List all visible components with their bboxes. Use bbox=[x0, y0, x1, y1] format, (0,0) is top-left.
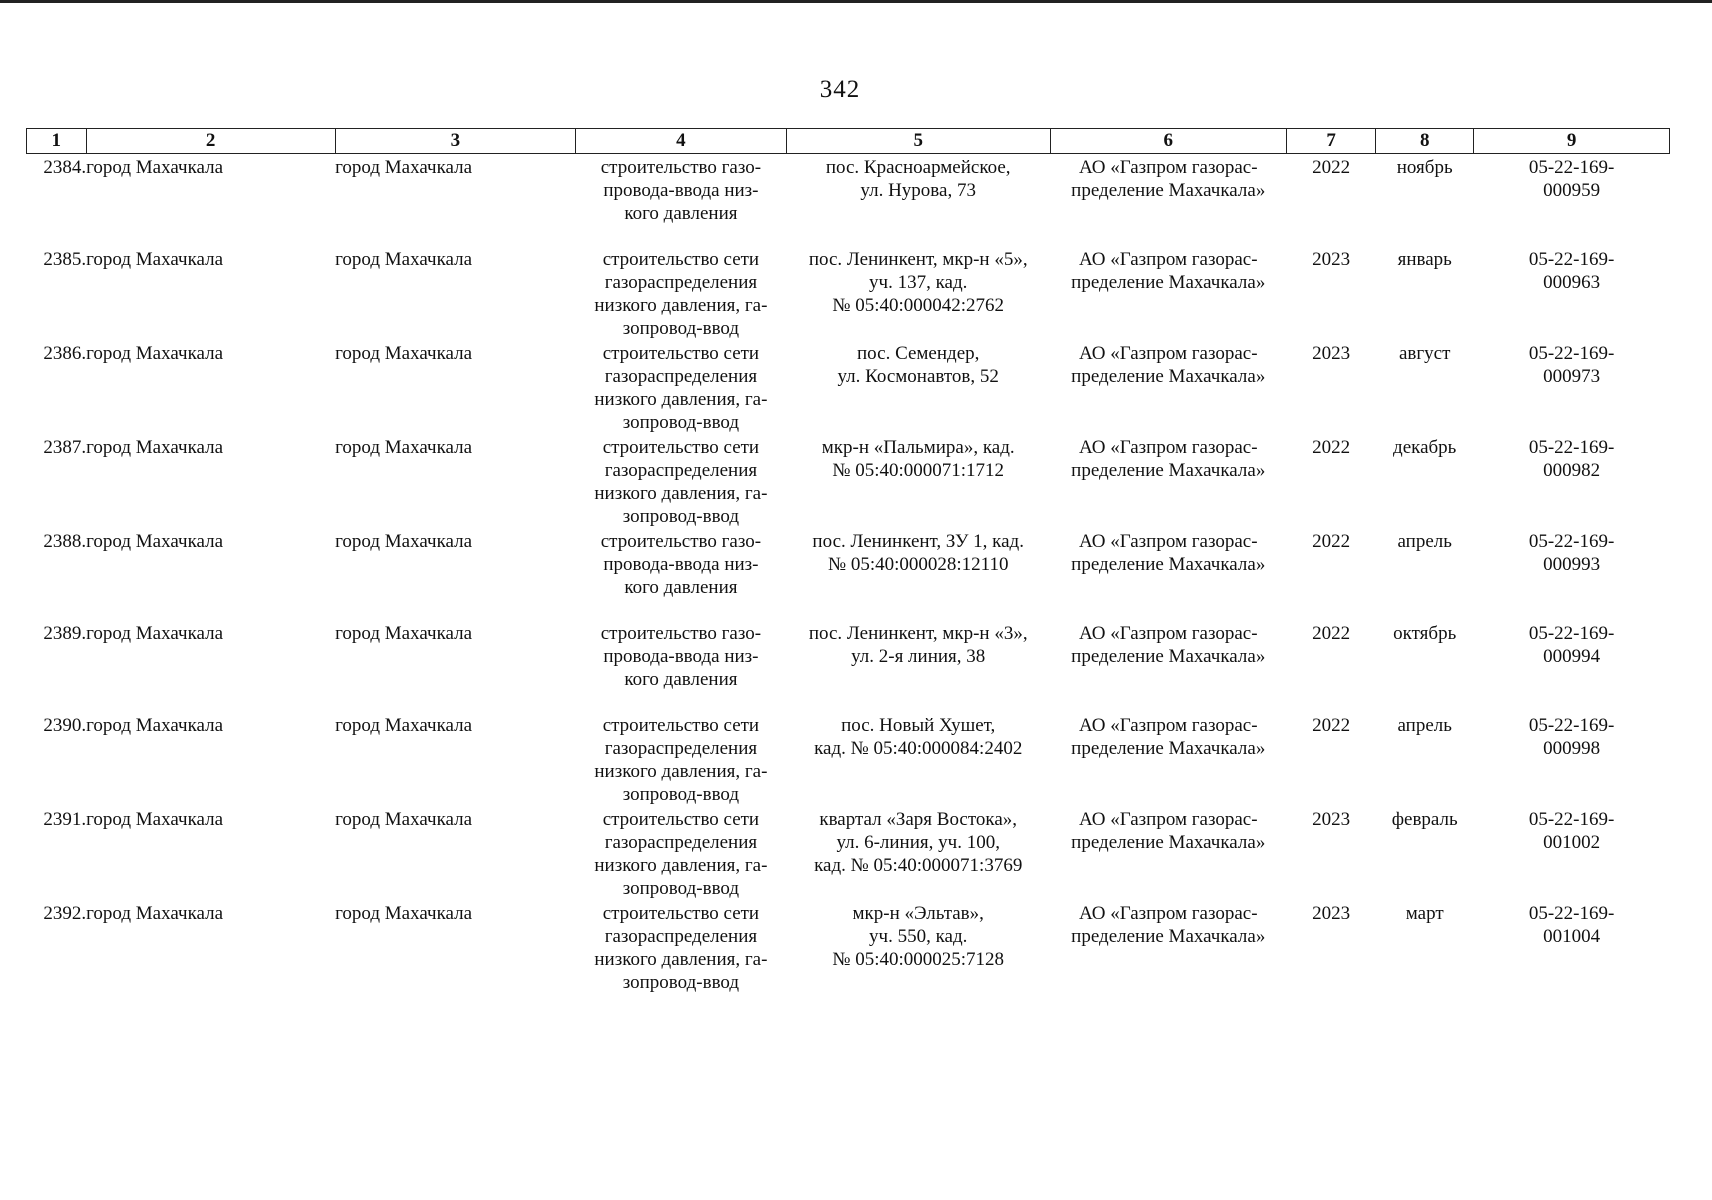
district-cell bbox=[86, 154, 335, 247]
settlement-cell-text: город Махачкала bbox=[335, 531, 473, 552]
settlement-cell-text: город Махачкала bbox=[335, 437, 473, 458]
district-cell-text: город Махачкала bbox=[86, 157, 224, 178]
row-number-text: 2392. bbox=[43, 903, 87, 924]
district-cell bbox=[86, 340, 335, 434]
address-cell-text: пос. Ленинкент, ЗУ 1, кад. № 05:40:000028:12110 bbox=[812, 531, 1024, 575]
month-cell-text: ноябрь bbox=[1396, 157, 1453, 178]
registry-code-cell bbox=[1474, 340, 1670, 434]
organization-cell bbox=[1050, 154, 1286, 247]
district-cell-text: город Махачкала bbox=[86, 249, 224, 270]
row-number-text: 2387. bbox=[43, 437, 87, 458]
year-cell-text: 2023 bbox=[1312, 903, 1351, 924]
row-number bbox=[27, 806, 87, 900]
column-header-4: 4 bbox=[576, 129, 787, 154]
registry-code-cell bbox=[1474, 154, 1670, 247]
organization-cell-text: АО «Газпром газорас- пределение Махачкала» bbox=[1071, 157, 1266, 201]
month-cell-text: апрель bbox=[1397, 715, 1452, 736]
month-cell-text: август bbox=[1398, 343, 1451, 364]
month-cell bbox=[1376, 528, 1474, 620]
work-type-cell-text: строительство газо- провода-ввода низ- кого давления bbox=[600, 157, 762, 224]
registry-code-cell-text: 05-22-169- 000993 bbox=[1528, 531, 1615, 575]
organization-cell-text: АО «Газпром газорас- пределение Махачкала» bbox=[1071, 715, 1266, 759]
year-cell bbox=[1286, 806, 1375, 900]
address-cell-text: квартал «Заря Востока», ул. 6-линия, уч. 100, кад. № 05:40:000071:3769 bbox=[814, 809, 1023, 876]
work-type-cell bbox=[576, 806, 787, 900]
work-type-cell-text: строительство газо- провода-ввода низ- кого давления bbox=[600, 531, 762, 598]
organization-cell bbox=[1050, 712, 1286, 806]
month-cell bbox=[1376, 620, 1474, 712]
address-cell-text: пос. Ленинкент, мкр-н «5», уч. 137, кад. № 05:40:000042:2762 bbox=[808, 249, 1028, 316]
work-type-cell-text: строительство газо- провода-ввода низ- кого давления bbox=[600, 623, 762, 690]
registry-code-cell-text: 05-22-169- 000963 bbox=[1528, 249, 1615, 293]
address-cell-text: пос. Ленинкент, мкр-н «3», ул. 2-я линия, 38 bbox=[808, 623, 1028, 667]
address-cell bbox=[786, 712, 1050, 806]
settlement-cell-text: город Махачкала bbox=[335, 343, 473, 364]
organization-cell bbox=[1050, 620, 1286, 712]
month-cell bbox=[1376, 340, 1474, 434]
year-cell bbox=[1286, 434, 1375, 528]
organization-cell bbox=[1050, 806, 1286, 900]
work-type-cell bbox=[576, 340, 787, 434]
settlement-cell bbox=[335, 900, 575, 994]
settlement-cell bbox=[335, 434, 575, 528]
settlement-cell-text: город Махачкала bbox=[335, 249, 473, 270]
settlement-cell bbox=[335, 528, 575, 620]
column-header-5: 5 bbox=[786, 129, 1050, 154]
year-cell-text: 2023 bbox=[1312, 809, 1351, 830]
organization-cell-text: АО «Газпром газорас- пределение Махачкала» bbox=[1071, 249, 1266, 293]
settlement-cell-text: город Махачкала bbox=[335, 903, 473, 924]
address-cell bbox=[786, 806, 1050, 900]
district-cell bbox=[86, 806, 335, 900]
work-type-cell bbox=[576, 900, 787, 994]
settlement-cell bbox=[335, 620, 575, 712]
row-number bbox=[27, 528, 87, 620]
work-type-cell-text: строительство сети газораспределения низкого давления, га- зопровод-ввод bbox=[594, 715, 768, 805]
row-number bbox=[27, 900, 87, 994]
organization-cell bbox=[1050, 340, 1286, 434]
address-cell bbox=[786, 434, 1050, 528]
registry-code-cell bbox=[1474, 712, 1670, 806]
registry-code-cell bbox=[1474, 806, 1670, 900]
month-cell-text: февраль bbox=[1391, 809, 1458, 830]
year-cell-text: 2023 bbox=[1312, 343, 1351, 364]
district-cell bbox=[86, 246, 335, 340]
registry-code-cell bbox=[1474, 620, 1670, 712]
organization-cell-text: АО «Газпром газорас- пределение Махачкала» bbox=[1071, 343, 1266, 387]
year-cell bbox=[1286, 154, 1375, 247]
row-number-text: 2389. bbox=[43, 623, 87, 644]
address-cell-text: мкр-н «Пальмира», кад. № 05:40:000071:1712 bbox=[821, 437, 1015, 481]
table-row bbox=[27, 806, 1670, 900]
district-cell bbox=[86, 900, 335, 994]
registry-code-cell bbox=[1474, 528, 1670, 620]
row-number-text: 2385. bbox=[43, 249, 87, 270]
address-cell-text: пос. Семендер, ул. Космонавтов, 52 bbox=[837, 343, 999, 387]
table-body bbox=[27, 154, 1670, 995]
work-type-cell bbox=[576, 154, 787, 247]
year-cell bbox=[1286, 900, 1375, 994]
organization-cell-text: АО «Газпром газорас- пределение Махачкала» bbox=[1071, 809, 1266, 853]
row-number bbox=[27, 154, 87, 247]
settlement-cell bbox=[335, 340, 575, 434]
work-type-cell-text: строительство сети газораспределения низкого давления, га- зопровод-ввод bbox=[594, 249, 768, 339]
settlement-cell bbox=[335, 712, 575, 806]
district-cell-text: город Махачкала bbox=[86, 531, 224, 552]
organization-cell-text: АО «Газпром газорас- пределение Махачкала» bbox=[1071, 903, 1266, 947]
district-cell bbox=[86, 712, 335, 806]
address-cell-text: пос. Новый Хушет, кад. № 05:40:000084:2402 bbox=[814, 715, 1023, 759]
row-number-text: 2384. bbox=[43, 157, 87, 178]
column-header-2: 2 bbox=[86, 129, 335, 154]
year-cell-text: 2022 bbox=[1312, 531, 1351, 552]
work-type-cell-text: строительство сети газораспределения низкого давления, га- зопровод-ввод bbox=[594, 343, 768, 433]
month-cell bbox=[1376, 712, 1474, 806]
settlement-cell-text: город Махачкала bbox=[335, 715, 473, 736]
column-header-8: 8 bbox=[1376, 129, 1474, 154]
district-cell bbox=[86, 620, 335, 712]
district-cell-text: город Махачкала bbox=[86, 343, 224, 364]
table-row bbox=[27, 620, 1670, 712]
table-row bbox=[27, 900, 1670, 994]
row-number bbox=[27, 620, 87, 712]
column-header-1: 1 bbox=[27, 129, 87, 154]
settlement-cell bbox=[335, 806, 575, 900]
work-type-cell bbox=[576, 620, 787, 712]
district-cell-text: город Махачкала bbox=[86, 437, 224, 458]
settlement-cell-text: город Махачкала bbox=[335, 157, 473, 178]
table-row bbox=[27, 154, 1670, 247]
work-type-cell-text: строительство сети газораспределения низкого давления, га- зопровод-ввод bbox=[594, 809, 768, 899]
address-cell bbox=[786, 620, 1050, 712]
address-cell bbox=[786, 528, 1050, 620]
organization-cell bbox=[1050, 900, 1286, 994]
row-number bbox=[27, 246, 87, 340]
registry-code-cell bbox=[1474, 246, 1670, 340]
address-cell bbox=[786, 154, 1050, 247]
row-number bbox=[27, 434, 87, 528]
month-cell bbox=[1376, 806, 1474, 900]
district-cell-text: город Махачкала bbox=[86, 623, 224, 644]
page-number: 342 bbox=[819, 76, 861, 103]
row-number-text: 2391. bbox=[43, 809, 87, 830]
registry-code-cell-text: 05-22-169- 000959 bbox=[1528, 157, 1615, 201]
row-number-text: 2388. bbox=[43, 531, 87, 552]
month-cell bbox=[1376, 154, 1474, 247]
registry-table bbox=[26, 128, 1670, 994]
column-header-9: 9 bbox=[1474, 129, 1670, 154]
month-cell-text: октябрь bbox=[1393, 623, 1457, 644]
month-cell-text: март bbox=[1405, 903, 1444, 924]
year-cell bbox=[1286, 246, 1375, 340]
table-row bbox=[27, 528, 1670, 620]
organization-cell-text: АО «Газпром газорас- пределение Махачкала» bbox=[1071, 437, 1266, 481]
organization-cell bbox=[1050, 246, 1286, 340]
registry-code-cell bbox=[1474, 900, 1670, 994]
column-header-3: 3 bbox=[335, 129, 575, 154]
table-row bbox=[27, 340, 1670, 434]
work-type-cell bbox=[576, 246, 787, 340]
address-cell-text: мкр-н «Эльтав», уч. 550, кад. № 05:40:000025:7128 bbox=[832, 903, 1005, 970]
year-cell bbox=[1286, 712, 1375, 806]
year-cell-text: 2022 bbox=[1312, 623, 1351, 644]
row-number bbox=[27, 340, 87, 434]
address-cell-text: пос. Красноармейское, ул. Нурова, 73 bbox=[825, 157, 1011, 201]
district-cell-text: город Махачкала bbox=[86, 903, 224, 924]
row-number bbox=[27, 712, 87, 806]
registry-code-cell-text: 05-22-169- 001002 bbox=[1528, 809, 1615, 853]
district-cell bbox=[86, 434, 335, 528]
registry-code-cell-text: 05-22-169- 000973 bbox=[1528, 343, 1615, 387]
year-cell-text: 2022 bbox=[1312, 437, 1351, 458]
month-cell-text: апрель bbox=[1397, 531, 1452, 552]
column-header-6: 6 bbox=[1050, 129, 1286, 154]
address-cell bbox=[786, 900, 1050, 994]
address-cell bbox=[786, 340, 1050, 434]
table-row bbox=[27, 712, 1670, 806]
column-header-7: 7 bbox=[1286, 129, 1375, 154]
organization-cell-text: АО «Газпром газорас- пределение Махачкала» bbox=[1071, 531, 1266, 575]
work-type-cell-text: строительство сети газораспределения низкого давления, га- зопровод-ввод bbox=[594, 903, 768, 993]
row-number-text: 2386. bbox=[43, 343, 87, 364]
work-type-cell bbox=[576, 434, 787, 528]
registry-code-cell-text: 05-22-169- 000994 bbox=[1528, 623, 1615, 667]
registry-code-cell-text: 05-22-169- 001004 bbox=[1528, 903, 1615, 947]
year-cell bbox=[1286, 620, 1375, 712]
district-cell bbox=[86, 528, 335, 620]
work-type-cell bbox=[576, 712, 787, 806]
organization-cell bbox=[1050, 528, 1286, 620]
district-cell-text: город Махачкала bbox=[86, 715, 224, 736]
settlement-cell bbox=[335, 246, 575, 340]
registry-code-cell bbox=[1474, 434, 1670, 528]
organization-cell-text: АО «Газпром газорас- пределение Махачкала» bbox=[1071, 623, 1266, 667]
month-cell-text: январь bbox=[1397, 249, 1452, 270]
top-border-line bbox=[0, 0, 1712, 3]
row-number-text: 2390. bbox=[43, 715, 87, 736]
year-cell bbox=[1286, 340, 1375, 434]
month-cell bbox=[1376, 434, 1474, 528]
year-cell bbox=[1286, 528, 1375, 620]
work-type-cell bbox=[576, 528, 787, 620]
year-cell-text: 2023 bbox=[1312, 249, 1351, 270]
organization-cell bbox=[1050, 434, 1286, 528]
header-row bbox=[27, 129, 1670, 154]
registry-code-cell-text: 05-22-169- 000998 bbox=[1528, 715, 1615, 759]
table-row bbox=[27, 246, 1670, 340]
settlement-cell-text: город Махачкала bbox=[335, 809, 473, 830]
work-type-cell-text: строительство сети газораспределения низкого давления, га- зопровод-ввод bbox=[594, 437, 768, 527]
district-cell-text: город Махачкала bbox=[86, 809, 224, 830]
registry-code-cell-text: 05-22-169- 000982 bbox=[1528, 437, 1615, 481]
month-cell bbox=[1376, 900, 1474, 994]
year-cell-text: 2022 bbox=[1312, 715, 1351, 736]
year-cell-text: 2022 bbox=[1312, 157, 1351, 178]
settlement-cell bbox=[335, 154, 575, 247]
month-cell-text: декабрь bbox=[1393, 437, 1457, 458]
month-cell bbox=[1376, 246, 1474, 340]
address-cell bbox=[786, 246, 1050, 340]
settlement-cell-text: город Махачкала bbox=[335, 623, 473, 644]
table-row bbox=[27, 434, 1670, 528]
